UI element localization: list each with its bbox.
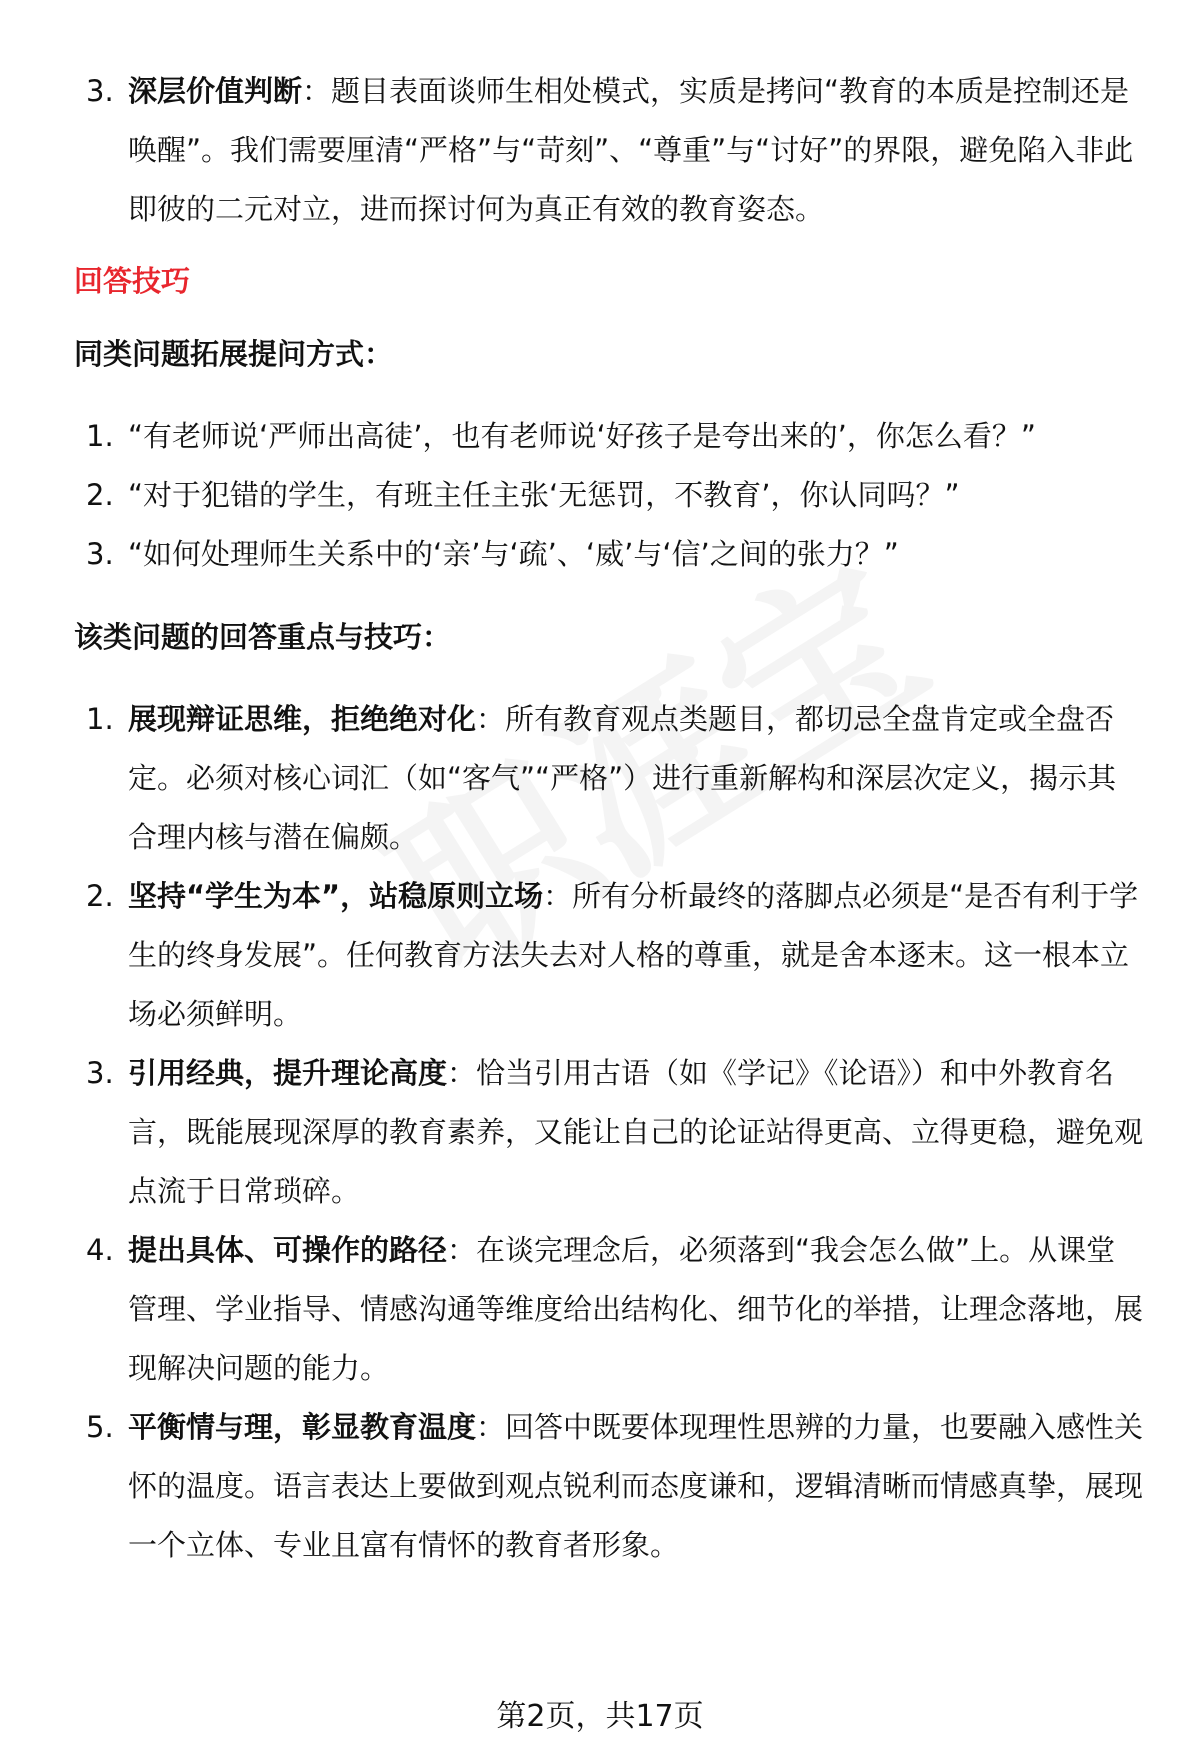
list-item (74, 1044, 1144, 1221)
item-heading: 引用经典，提升理论高度 (128, 1056, 448, 1090)
page-content (74, 62, 1144, 1575)
list-number: 5. (86, 1410, 114, 1444)
item-heading: 提出具体、可操作的路径 (128, 1233, 448, 1267)
page-number: 第2页，共17页 (496, 1699, 704, 1734)
tips-list (74, 690, 1144, 1575)
item-text: “有老师说‘严师出高徒’，也有老师说‘好孩子是夸出来的’，你怎么看？” (128, 419, 1036, 453)
section-title: 回答技巧 (74, 264, 191, 298)
extend-title: 同类问题拓展提问方式： (74, 337, 394, 371)
list-number: 1. (86, 419, 114, 453)
item-text: “如何处理师生关系中的‘亲’与‘疏’、‘威’与‘信’之间的张力？” (128, 537, 899, 571)
item-text: “对于犯错的学生，有班主任主张‘无惩罚，不教育’，你认同吗？” (128, 478, 960, 512)
list-number: 4. (86, 1233, 114, 1267)
list-number: 3. (86, 74, 114, 108)
item-heading: 深层价值判断 (128, 74, 303, 108)
list-number: 1. (86, 702, 114, 736)
item-heading: 展现辩证思维，拒绝绝对化 (128, 702, 477, 736)
item-text: ：所有教育观点类题目，都切忌全盘肯定或全盘否定。必须对核心词汇（如“客气”“严格”）进行重新解构和深层次定义，揭示其合理内核与潜在偏颇。 (128, 702, 1117, 854)
list-item (74, 867, 1144, 1044)
list-number: 3. (86, 537, 114, 571)
list-item (74, 690, 1144, 867)
extend-list (74, 407, 1144, 584)
item-heading: 坚持“学生为本”，站稳原则立场 (128, 879, 544, 913)
item-text: ：恰当引用古语（如《学记》《论语》）和中外教育名言，既能展现深厚的教育素养，又能让自己的论证站得更高、立得更稳，避免观点流于日常琐碎。 (128, 1056, 1144, 1208)
list-item (74, 525, 1144, 584)
list-item (74, 1221, 1144, 1398)
list-number: 2. (86, 478, 114, 512)
list-number: 2. (86, 879, 114, 913)
item-text: ：所有分析最终的落脚点必须是“是否有利于学生的终身发展”。任何教育方法失去对人格的尊重，就是舍本逐末。这一根本立场必须鲜明。 (128, 879, 1139, 1031)
item-text: ：在谈完理念后，必须落到“我会怎么做”上。从课堂管理、学业指导、情感沟通等维度给出结构化、细节化的举措，让理念落地，展现解决问题的能力。 (128, 1233, 1144, 1385)
list-item (74, 466, 1144, 525)
item-text: ：题目表面谈师生相处模式，实质是拷问“教育的本质是控制还是唤醒”。我们需要厘清“严格”与“苛刻”、“尊重”与“讨好”的界限，避免陷入非此即彼的二元对立，进而探讨何为真正有效的教育姿态。 (128, 74, 1134, 226)
list-number: 3. (86, 1056, 114, 1090)
list-item (74, 1398, 1144, 1575)
item-heading: 平衡情与理，彰显教育温度 (128, 1410, 477, 1444)
list-item (74, 407, 1144, 466)
tips-title: 该类问题的回答重点与技巧： (74, 620, 452, 654)
list-item (74, 62, 1144, 239)
item-text: ：回答中既要体现理性思辨的力量，也要融入感性关怀的温度。语言表达上要做到观点锐利而态度谦和，逻辑清晰而情感真挚，展现一个立体、专业且富有情怀的教育者形象。 (128, 1410, 1144, 1562)
